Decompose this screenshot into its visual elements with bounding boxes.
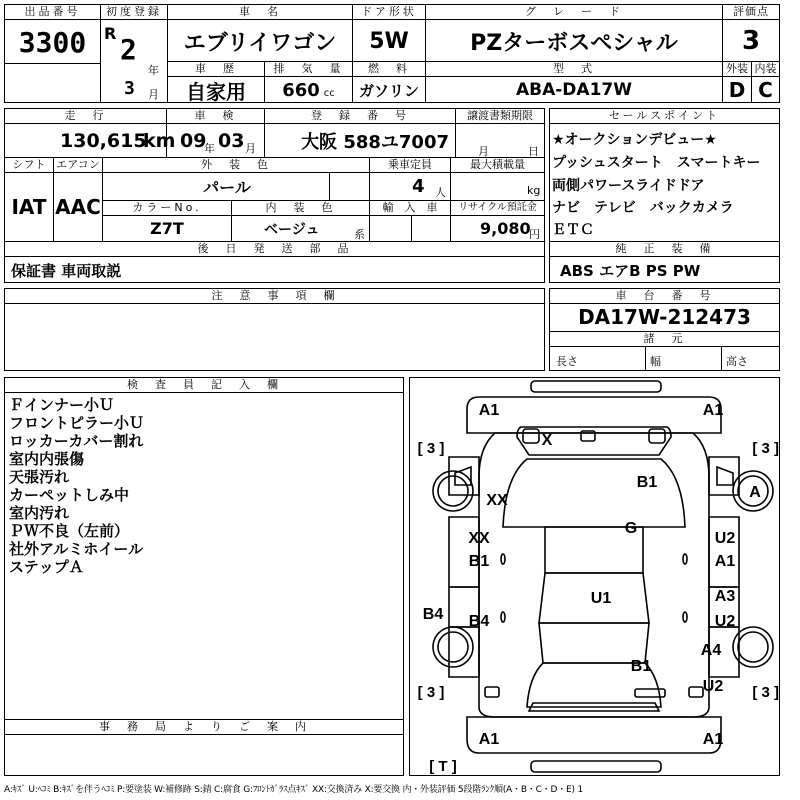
mark-left-front-door: B1 (468, 553, 490, 570)
inspection-year-unit: 年 (204, 142, 215, 155)
mark-left-fender: XX (486, 492, 508, 509)
exterior-grade: D (722, 77, 752, 103)
interior-color-unit: 系 (354, 228, 365, 241)
shift-value: IAT (4, 172, 54, 242)
mark-left-step: B4 (422, 606, 444, 623)
inspector-line-5: 天張汚れ (9, 468, 70, 486)
inspector-line-10: ステップＡ (9, 558, 84, 576)
chassis-value: DA17W-212473 (549, 303, 780, 332)
mark-front-right: A1 (702, 402, 724, 419)
model-label: 型 式 (425, 61, 723, 77)
tire-front-left: [ 3 ] (417, 440, 445, 457)
inspector-line-3: ロッカーカバー割れ (9, 432, 144, 450)
inspector-line-8: ＰＷ不良（左前） (9, 522, 130, 540)
inspection-month: 03 (218, 130, 245, 152)
grade-label: グ レ ー ド (425, 4, 723, 20)
height-label: 高さ (726, 355, 748, 368)
inspector-line-6: カーペットしみ中 (9, 486, 130, 504)
history-label: 車 歴 (167, 61, 265, 77)
sales-point-3: 両側パワースライドドア (552, 178, 705, 194)
length-label: 長さ (556, 355, 578, 368)
inspection-month-unit: 月 (245, 142, 256, 155)
ac-value: AAC (53, 172, 103, 242)
inspector-line-4: 室内内張傷 (9, 450, 85, 468)
ac-label: エアコン (53, 157, 103, 173)
model-cell (425, 77, 723, 103)
notes-label: 注 意 事 項 欄 (4, 288, 545, 304)
lot-number-cell (4, 20, 101, 64)
interior-color-label: 内 装 色 (231, 200, 370, 216)
displacement-label: 排 気 量 (264, 61, 353, 77)
capacity-value: 4 (412, 176, 425, 197)
fuel-label: 燃 料 (352, 61, 426, 77)
post-parts-label: 後 日 発 送 部 品 (4, 241, 545, 257)
interior-grade: C (751, 77, 780, 103)
transfer-label: 譲渡書類期限 (455, 108, 545, 124)
door-value: 5W (369, 28, 409, 54)
door-label: ドア形状 (352, 4, 426, 20)
fuel-value: ガソリン (358, 81, 419, 100)
score-cell (722, 20, 780, 62)
model-value: ABA-DA17W (515, 80, 632, 100)
recycle-label: リサイクル預託金 (450, 200, 545, 216)
car-name-label: 車 名 (167, 4, 353, 20)
load-label: 最大積載量 (450, 157, 545, 173)
mark-rear-left: A1 (478, 731, 500, 748)
mark-windshield: X (541, 432, 553, 449)
mark-back-door: B1 (630, 658, 652, 675)
mileage-value: 130,615 (60, 130, 147, 152)
transfer-day-unit: 日 (528, 145, 539, 158)
tire-rear-right: [ 3 ] (752, 684, 779, 701)
mark-right-rear-door-top: A3 (714, 588, 736, 605)
first-reg-label: 初度登録 (100, 4, 168, 20)
load-unit: kg (527, 184, 541, 197)
mark-right-rear-wheel: A4 (700, 642, 722, 659)
mark-front-left: A1 (478, 402, 500, 419)
car-name: エブリイワゴン (183, 30, 337, 56)
inspector-line-9: 社外アルミホイール (9, 540, 144, 558)
history-value: 自家用 (186, 79, 246, 104)
plate-label: 登 録 番 号 (264, 108, 456, 124)
tire-rear-left: [ 3 ] (417, 684, 445, 701)
fuel-cell (352, 77, 426, 103)
lot-number-label: 出品番号 (4, 4, 101, 20)
capacity-label: 乗車定員 (369, 157, 451, 173)
inspector-line-7: 室内汚れ (9, 504, 70, 522)
displacement-unit: cc (323, 87, 335, 99)
import-label: 輸 入 車 (369, 200, 451, 216)
capacity-unit: 人 (435, 186, 446, 199)
sales-point-2: プッシュスタート スマートキー (552, 155, 761, 171)
displacement-border (264, 77, 353, 103)
grade-value: PZターボスペシャル (470, 30, 678, 56)
tire-spare: [ T ] (429, 758, 457, 775)
car-diagram (409, 377, 780, 776)
inspector-line-2: フロントピラー小Ｕ (9, 414, 145, 432)
import-cell-b (411, 215, 451, 242)
import-cell-a (369, 215, 412, 242)
score-value: 3 (741, 26, 761, 56)
mark-hood: B1 (636, 474, 658, 491)
mark-right-front-door: A1 (714, 553, 736, 570)
mark-left-rear-door: B4 (468, 613, 490, 630)
color-no-value: Z7T (102, 215, 232, 242)
interior-color-value: ベージュ (264, 222, 320, 238)
mileage-label: 走 行 (4, 108, 167, 124)
chassis-label: 車 台 番 号 (549, 288, 780, 304)
sales-point-4: ナビ テレビ バックカメラ (552, 200, 734, 216)
mark-roof-mid: U1 (590, 590, 612, 607)
displacement-value: 660 (282, 79, 320, 101)
width-label: 幅 (650, 355, 661, 368)
post-parts-value: 保証書 車両取説 (4, 256, 545, 283)
mark-right-rear-door: U2 (714, 613, 736, 630)
dims-label: 諸 元 (549, 331, 780, 347)
sales-points-label: セールスポイント (549, 108, 780, 124)
mark-roof-front: G (624, 520, 638, 537)
equipment-value: ABS エアB PS PW (549, 256, 780, 283)
office-box (4, 734, 404, 776)
inspector-label: 検 査 員 記 入 欄 (4, 377, 404, 393)
legend: A:ｷｽﾞ U:ﾍｺﾐ B:ｷｽﾞを伴うﾍｺﾐ P:要塗装 W:補修跡 S:錆 C:腐食 G:ﾌﾛﾝﾄｶﾞﾗｽ点ｷｽﾞ XX:交換済み X:要交換 内・外装評価 5段階ﾗﾝｸ順(A・B・C・D・E) 1 (4, 785, 583, 795)
month-unit: 月 (148, 88, 159, 101)
mark-left-front-door-top: XX (468, 530, 490, 547)
mileage-unit: km (143, 130, 176, 152)
mark-rear-right: A1 (702, 731, 724, 748)
inspector-line-1: Ｆインナー小Ｕ (9, 396, 115, 414)
plate-value: 大阪 588ユ7007 (264, 124, 456, 158)
recycle-value: 9,080 (480, 219, 531, 238)
recycle-unit: 円 (529, 228, 540, 241)
inspection-year: 09 (180, 130, 207, 152)
mark-right-rear-corner: U2 (702, 678, 724, 695)
inspection-label: 車 検 (166, 108, 265, 124)
tire-front-right: [ 3 ] (752, 440, 779, 457)
office-label: 事 務 局 よ り ご 案 内 (4, 719, 404, 735)
mark-right-front-door-top: U2 (714, 530, 736, 547)
first-reg-year: 2 (120, 33, 137, 66)
exterior-label: 外装 (722, 61, 752, 77)
lot-number: 3300 (18, 25, 87, 59)
sales-point-5: ＥＴＣ (552, 222, 594, 238)
interior-label: 内装 (751, 61, 780, 77)
car-name-cell (167, 20, 353, 62)
equipment-label: 純 正 装 備 (549, 241, 780, 257)
first-reg-divider (100, 20, 168, 103)
color-label: 外 装 色 (102, 157, 370, 173)
history-cell (167, 77, 265, 103)
shift-label: シフト (4, 157, 54, 173)
grade-cell (425, 20, 723, 62)
notes-box (4, 303, 545, 371)
score-label: 評価点 (722, 4, 780, 20)
color-no-label: カラーNo. (102, 200, 232, 216)
year-unit: 年 (148, 64, 159, 77)
first-reg-month: 3 (124, 78, 135, 99)
mark-right-front-wheel: A (749, 484, 761, 501)
color-value: パール (203, 178, 251, 197)
sales-point-1: ★オークションデビュー★ (552, 132, 717, 148)
door-cell (352, 20, 426, 62)
transfer-month-unit: 月 (478, 145, 489, 158)
era: R (104, 24, 117, 43)
